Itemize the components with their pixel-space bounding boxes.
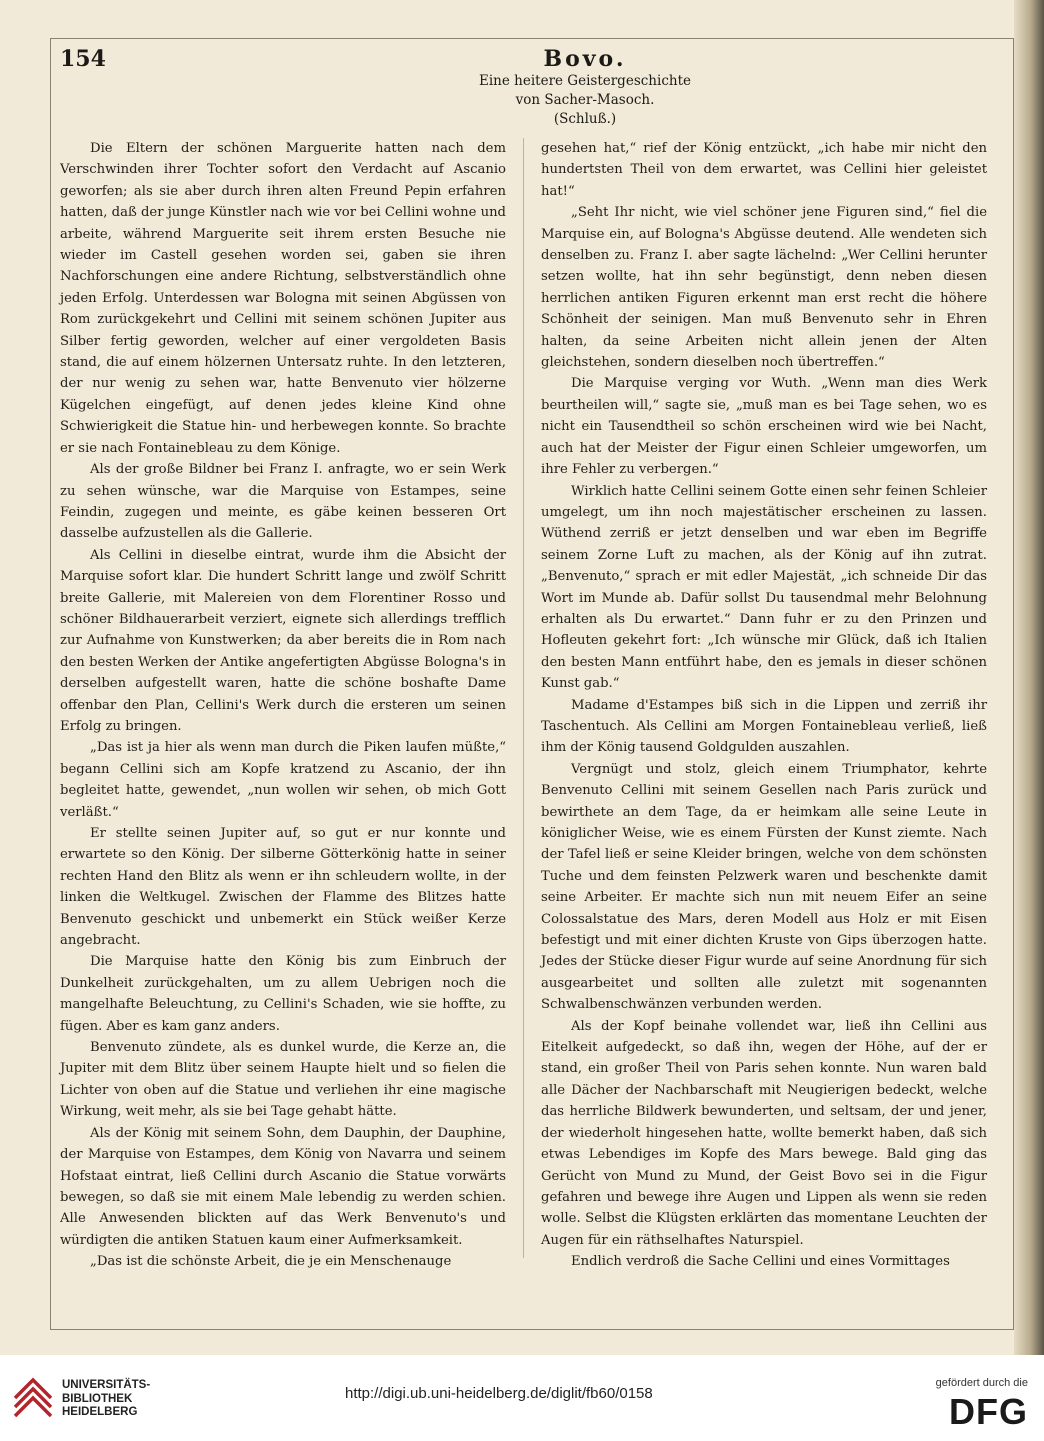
article-author: von Sacher-Masoch. xyxy=(515,92,655,108)
paragraph: Endlich verdroß die Sache Cellini und eines Vormittages xyxy=(571,1254,950,1270)
paragraph: Madame d'Estampes biß sich in die Lippen und zerriß ihr Taschentuch. Als Cellini am Morgen Fontainebleau verließ, ließ ihm der König tausend Goldgulden auszahlen. xyxy=(541,697,987,756)
paragraph: Als der König mit seinem Sohn, dem Dauphin, der Dauphine, der Marquise von Estampes, dem König von Navarra und seinem Hofstaat eintrat, ließ Cellini durch Ascanio die Statue vorwärts bewegen, so daß sie mit einem Male lebendig zu werden schien. Alle Anwesenden blickten auf das Werk Benvenuto's und würdigten die antiken Statuen kaum einer Aufmerksamkeit. xyxy=(60,1125,506,1248)
paragraph: „Seht Ihr nicht, wie viel schöner jene Figuren sind,“ fiel die Marquise ein, auf Bologna's Abgüsse deutend. Alle wendeten sich denselben zu. Franz I. aber sagte lächelnd: „Wer Cellini herunter setzen wollte, hat ihn sehr begünstigt, denn neben diesen herrlichen antiken Figuren erkennt man erst recht die höhere Schönheit der seinigen. Man muß Benvenuto sehr in Ehren halten, da seine Arbeiten nicht allein jenen der Alten gleichstehen, sondern dieselben noch übertreffen.“ xyxy=(541,205,987,371)
library-logo-icon[interactable] xyxy=(12,1377,54,1419)
paragraph: Die Marquise hatte den König bis zum Einbruch der Dunkelheit zurückgehalten, um zu allem Uebrigen noch die mangelhafte Beleuchtung, zu Cellini's Schaden, wie sie hoffte, zu fügen. Aber es kam ganz anders. xyxy=(60,954,506,1034)
paragraph: Er stellte seinen Jupiter auf, so gut er nur konnte und erwartete so den König. Der silberne Götterkönig hatte in seiner rechten Hand den Blitz als wenn er ihn schleudern wollte, in der linken die Weltkugel. Zwischen der Flamme des Blitzes hatte Benvenuto geschickt und unbemerkt ein Stück weißer Kerze angebracht. xyxy=(60,826,506,949)
book-spine-shadow xyxy=(1014,0,1044,1355)
paragraph: Als der große Bildner bei Franz I. anfragte, wo er sein Werk zu sehen wünsche, war die Marquise von Estampes, seine Feindin, zugegen und meinte, es gäbe keinen besseren Ort dasselbe aufzustellen als die Gallerie. xyxy=(60,462,506,542)
paragraph: Wirklich hatte Cellini seinem Gotte einen sehr feinen Schleier umgelegt, um ihn noch majestätischer erscheinen zu lassen. Wüthend zerriß er jetzt denselben und war eben im Begriffe seinem Zorne Luft zu machen, als der König auf ihn zutrat. „Benvenuto,“ sprach er mit edler Majestät, „ich schneide Dir das Wort im Munde ab. Dafür sollst Du tausendmal mehr Belohnung erhalten als Du erwartet.“ Dann fuhr er zu den Prinzen und Hofleuten gekehrt fort: „Ich wünsche mir Glück, daß ich Italien den besten Mann entführt habe, den es jemals in dieser schönen Kunst gab.“ xyxy=(541,483,987,692)
paragraph: Die Marquise verging vor Wuth. „Wenn man dies Werk beurtheilen will,“ sagte sie, „muß man es bei Tage sehen, wo es nicht ein Tausendtheil so schön erscheinen wird wie bei Nacht, auch hat der Meister der Figur einen Schleier umgeworfen, um ihre Fehler zu verbergen.“ xyxy=(541,376,987,478)
column-divider xyxy=(523,138,524,1258)
right-text-column xyxy=(541,138,987,1270)
funding-caption: gefördert durch die xyxy=(935,1377,1028,1389)
article-note: (Schluß.) xyxy=(553,111,617,127)
library-name-line: HEIDELBERG xyxy=(62,1406,138,1418)
library-name-line: BIBLIOTHEK xyxy=(62,1392,133,1405)
paragraph: Die Eltern der schönen Marguerite hatten nach dem Verschwinden ihrer Tochter sofort den Verdacht auf Ascanio geworfen; als sie aber durch ihren alten Freund Pepin erfahren hatten, daß der junge Künstler nach wie vor bei Cellini wohne und arbeite, während Marguerite seit ihrem ersten Besuche nie wieder im Castell gesehen worden sei, gaben sie ihren Nachforschungen eine andere Richtung, selbstverständlich ohne jeden Erfolg. Unterdessen war Bologna mit seinen Abgüssen von Rom zurückgekehrt und Cellini mit seinem schönen Jupiter aus Silber fertig geworden, welcher auf einer vergoldeten Basis stand, die auf einem hölzernen Untersatz ruhte. In den letzteren, der nur wenig zu sehen war, hatte Benvenuto vier hölzerne Kügelchen eingefügt, auf denen jedes kleine Kind ohne Schwierigkeit die Statue hin- und herbewegen konnte. So brachte er sie nach Fontainebleau zu dem Könige. xyxy=(60,141,506,456)
paragraph: Als Cellini in dieselbe eintrat, wurde ihm die Absicht der Marquise sofort klar. Die hundert Schritt lange und zwölf Schritt breite Gallerie, mit Malereien von dem Florentiner Rosso und schöner Bildhauerarbeit verziert, eignete sich allerdings trefflich zur Aufnahme von Kunstwerken; da aber bereits die in Rom nach den besten Werken der Antike angefertigten Abgüsse Bologna's in derselben aufgestellt waren, hatte die schöne boshafte Dame offenbar den Plan, Cellini's Werk durch die ersteren um seinen Erfolg zu bringen. xyxy=(60,547,506,734)
viewer-footer xyxy=(0,1355,1044,1441)
article-title: Bovo. xyxy=(543,46,627,72)
library-name-line: UNIVERSITÄTS- xyxy=(62,1379,151,1391)
paragraph: „Das ist die schönste Arbeit, die je ein Menschenauge xyxy=(90,1254,452,1270)
article-header xyxy=(390,46,780,129)
paragraph: „Das ist ja hier als wenn man durch die Piken laufen müßte,“ begann Cellini sich am Kopfe kratzend zu Ascanio, der ihn begleitet hatte, gewendet, „nun wollen wir sehen, ob mich Gott verläßt.“ xyxy=(60,740,506,820)
paragraph: Vergnügt und stolz, gleich einem Triumphator, kehrte Benvenuto Cellini mit seinem Gesellen nach Paris zurück und bewirthete an dem Tage, da er heimkam alle seine Leute in königlicher Weise, wie es einem Fürsten der Kunst ziemte. Nach der Tafel ließ er seine Kleider bringen, welche von dem schönsten Tuche und dem feinsten Pelzwerk waren und beschenkte damit seine Arbeiter. Er machte sich nun mit neuem Eifer an seine Colossalstatue des Mars, deren Modell aus Holz er mit Eisen befestigt und mit einer dichten Kruste von Gips überzogen hatte. Jedes der Stücke dieser Figur wurde auf seine Anordnung für sich ausgearbeitet und sollten alle zuletzt mit sogenannten Schwalbenschwänzen verbunden werden. xyxy=(541,761,987,1013)
paragraph-continued: gesehen hat,“ rief der König entzückt, „ich habe mir nicht den hundertsten Theil von dem erwartet, was Cellini hier geleistet hat!“ xyxy=(541,141,987,199)
paragraph: Als der Kopf beinahe vollendet war, ließ ihn Cellini aus Eitelkeit aufgedeckt, so daß ihn, wegen der Höhe, auf der er stand, ein großer Theil von Paris sehen konnte. Nun waren bald alle Dächer der Nachbarschaft mit Neugierigen bedeckt, welche das herrliche Bildwerk bewunderten, und seltsam, der und jener, der wiederholt hingesehen hatte, wollte bemerkt haben, daß sich etwas Lebendiges im Kopfe des Mars bewege. Bald ging das Gerücht von Mund zu Mund, der Geist Bovo sei in die Figur gefahren und bewege ihre Augen und Lippen als wenn sie reden wolle. Selbst die Klügsten erklärten das momentane Leuchten der Augen für ein räthselhaftes Naturspiel. xyxy=(541,1018,987,1248)
paragraph: Benvenuto zündete, als es dunkel wurde, die Kerze an, die Jupiter mit dem Blitz über seinem Haupte hielt und so fielen die Lichter von oben auf die Statue und verliehen ihr eine magische Wirkung, weit mehr, als sie bei Tage gehabt hätte. xyxy=(60,1040,506,1120)
page-number: 154 xyxy=(60,46,106,72)
library-name[interactable] xyxy=(62,1379,150,1420)
permalink-url[interactable]: http://digi.ub.uni-heidelberg.de/diglit/fb60/0158 xyxy=(345,1385,653,1402)
left-text-column xyxy=(60,138,506,1270)
article-subtitle: Eine heitere Geistergeschichte xyxy=(479,73,691,89)
dfg-logo[interactable]: DFG xyxy=(949,1391,1028,1432)
